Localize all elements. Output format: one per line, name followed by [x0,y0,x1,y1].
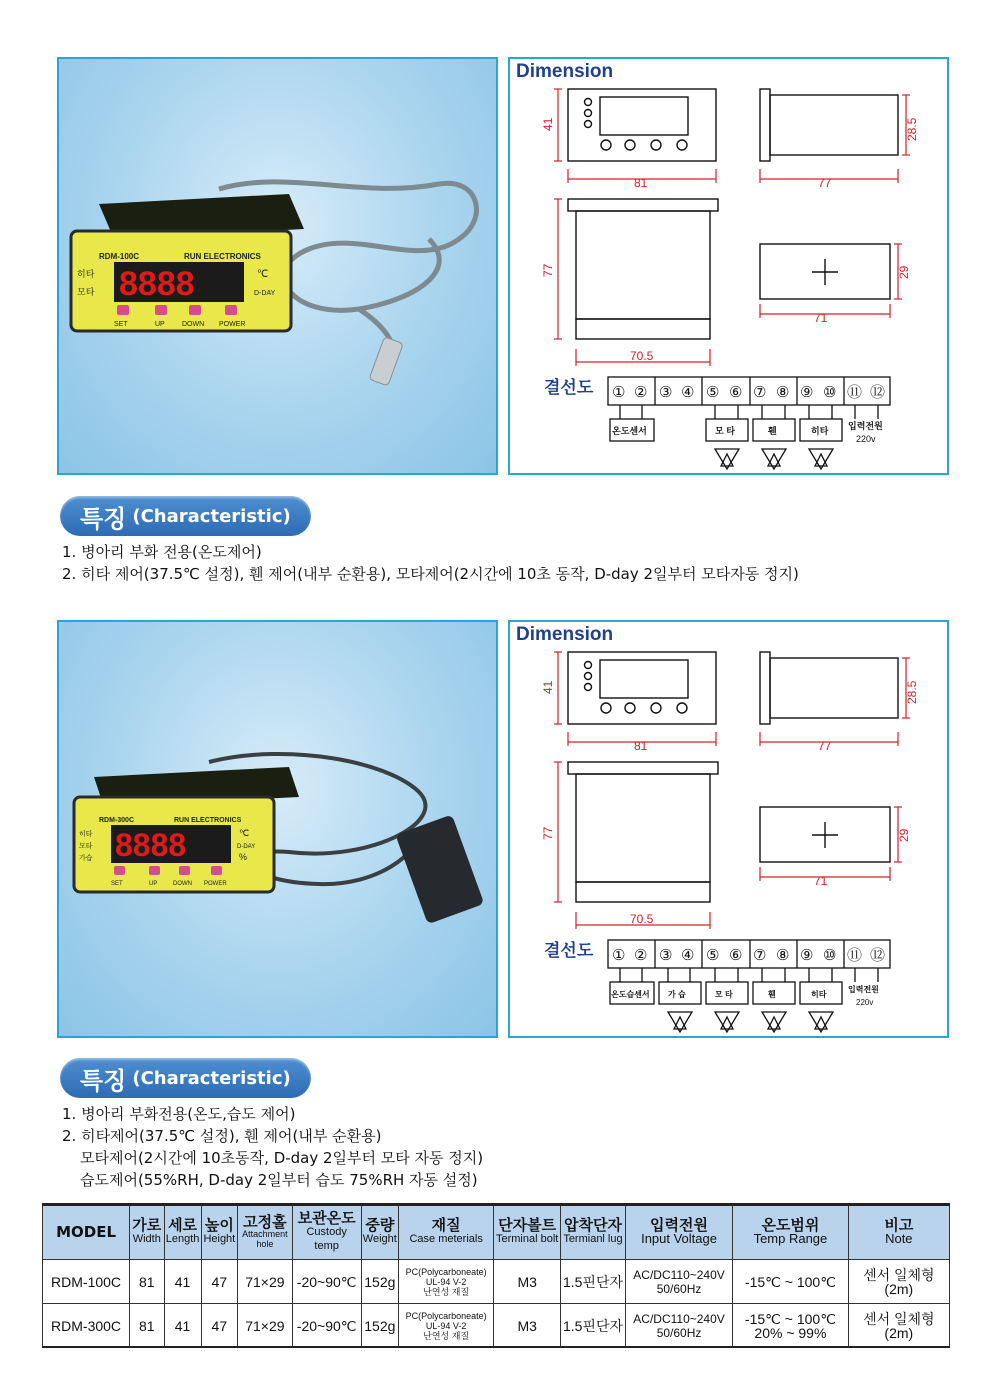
characteristic-line: 모타제어(2시간에 10초동작, D-day 2일부터 모타 자동 정지) [80,1149,484,1167]
characteristic-badge [60,496,311,536]
spec-table [42,1203,950,1348]
device-button-label: UP [155,321,165,328]
table-bottom-rule [42,1346,950,1348]
product-photo-rdm-300c [57,620,498,1038]
cell-material: PC(Polycarboneate) UL-94 V-2 난연성 재질 [399,1260,494,1304]
device-left-label: 모타 [79,843,93,850]
dimension-drawing [510,59,947,473]
cell-height: 47 [201,1304,237,1348]
table-row [43,1260,950,1304]
terminal-5: ⑤ [706,947,720,964]
device-display: 8888 [115,827,187,863]
product-photo-rdm-100c [57,57,498,475]
terminal-8: ⑧ [776,947,790,964]
characteristic-list [62,541,799,585]
characteristic-line: 1. 병아리 부화전용(온도,습도 제어) [62,1105,296,1123]
device-right-label: ℃ [239,828,250,838]
dim-hole-width: 71 [814,311,828,325]
header-temp: 온도범위 Temp Range [733,1204,848,1260]
characteristic-title-en: (Characteristic) [132,505,291,527]
terminal-9: ⑨ [800,947,814,964]
load-label: 히타 [811,990,827,999]
characteristic-line: 1. 병아리 부화 전용(온도제어) [62,543,262,561]
header-lug: 압착단자 Termianl lug [561,1204,626,1260]
dim-hole-height: 29 [897,828,911,842]
header-hole: 고정홀 Attachment hole [238,1204,293,1260]
dimension-panel-rdm-300c [508,620,949,1038]
terminal-1: ① [612,947,626,964]
dim-side-width: 77 [818,739,832,753]
header-height: 높이 Height [201,1204,237,1260]
terminal-6: ⑥ [729,947,743,964]
cell-lug: 1.5핀단자 [561,1260,626,1304]
characteristic-title-ko: 특징 [80,504,127,533]
header-length: 세로 Length [164,1204,201,1260]
header-width: 가로 Width [130,1204,164,1260]
header-model: MODEL [43,1204,130,1260]
cell-hole: 71×29 [238,1304,293,1348]
dim-top-height: 77 [541,263,555,277]
cell-temp: -15℃ ~ 100℃ 20% ~ 99% [733,1304,848,1348]
device-right-label: % [239,852,248,862]
dim-side-height: 28.5 [905,117,919,141]
terminal-2: ② [634,384,648,401]
cell-length: 41 [164,1304,201,1348]
characteristic-badge [60,1058,311,1098]
device-left-label: 히타 [77,269,95,279]
device-button-label: POWER [204,881,227,887]
load-label: 모 타 [715,426,735,436]
terminal-8: ⑧ [776,384,790,401]
load-label: 휀 [768,990,776,999]
cell-note: 센서 일체형 (2m) [848,1304,949,1348]
terminal-12: ⑫ [870,947,886,964]
terminal-1: ① [612,384,626,401]
cell-width: 81 [130,1260,164,1304]
dimension-drawing [510,622,947,1036]
device-right-label: D-DAY [254,290,276,297]
cell-weight: 152g [361,1260,399,1304]
dim-top-width: 70.5 [630,349,654,363]
device-button-label: DOWN [182,321,205,328]
device-left-label: 가습 [79,855,93,862]
load-label: 온도센서 [612,426,647,436]
dim-front-width: 81 [634,176,648,190]
characteristic-line: 습도제어(55%RH, D-day 2일부터 습도 75%RH 자동 설정) [80,1171,478,1189]
dim-side-height: 28.5 [905,680,919,704]
device-button-label: SET [114,321,128,328]
header-material: 재질 Case meterials [399,1204,494,1260]
characteristic-title-ko: 특징 [80,1066,127,1095]
device-button-label: SET [111,881,123,887]
terminal-11: ⑪ [847,384,863,401]
terminal-2: ② [634,947,648,964]
header-custody: 보관온도 Custody temp [292,1204,361,1260]
load-label: 휀 [768,426,777,436]
terminal-11: ⑪ [847,947,863,964]
terminal-10: ⑩ [823,947,837,964]
dim-side-width: 77 [818,176,832,190]
terminal-7: ⑦ [753,384,767,401]
device-display: 8888 [119,265,195,303]
table-row [43,1304,950,1348]
characteristic-title-en: (Characteristic) [132,1067,291,1089]
header-note: 비고 Note [848,1204,949,1260]
dim-top-height: 77 [541,826,555,840]
dim-hole-width: 71 [814,874,828,888]
cell-weight: 152g [361,1304,399,1348]
dim-front-height: 41 [541,117,555,131]
terminal-10: ⑩ [823,384,837,401]
load-label: 온도습센서 [611,990,650,999]
terminal-6: ⑥ [729,384,743,401]
load-label: 가 습 [668,990,686,999]
dimension-title: Dimension [516,624,614,645]
terminal-3: ③ [659,947,673,964]
terminal-3: ③ [659,384,673,401]
wiring-title: 결선도 [544,941,594,961]
cell-width: 81 [130,1304,164,1348]
header-bolt: 단자볼트 Terminal bolt [494,1204,561,1260]
table-top-rule [42,1203,950,1206]
device-model-label: RDM-300C [99,817,135,824]
characteristic-line: 2. 히타제어(37.5℃ 설정), 휀 제어(내부 순환용) [62,1127,382,1145]
device-button-label: DOWN [173,881,192,887]
device-right-label: D-DAY [237,844,256,850]
cell-temp: -15℃ ~ 100℃ [733,1260,848,1304]
load-label: 모 타 [715,990,733,999]
header-voltage: 입력전원 Input Voltage [625,1204,732,1260]
characteristic-list [62,1103,483,1191]
dim-top-width: 70.5 [630,912,654,926]
cell-material: PC(Polycarboneate) UL-94 V-2 난연성 재질 [399,1304,494,1348]
power-label: 입력전원 [848,985,879,994]
device-button-label: POWER [219,321,246,328]
cell-lug: 1.5핀단자 [561,1304,626,1348]
cell-length: 41 [164,1260,201,1304]
dimension-title: Dimension [516,61,614,82]
terminal-7: ⑦ [753,947,767,964]
power-volt: 220v [856,434,876,444]
dim-front-height: 41 [541,680,555,694]
device-left-label: 모타 [77,287,95,297]
header-weight: 중량 Weight [361,1204,399,1260]
power-label: 입력전원 [848,421,883,431]
dimension-panel-rdm-100c [508,57,949,475]
wiring-title: 결선도 [544,378,594,398]
cell-custody: -20~90℃ [292,1304,361,1348]
cell-model: RDM-100C [43,1260,130,1304]
terminal-4: ④ [681,947,695,964]
cell-hole: 71×29 [238,1260,293,1304]
cell-voltage: AC/DC110~240V 50/60Hz [625,1260,732,1304]
terminal-4: ④ [681,384,695,401]
device-model-label: RDM-100C [99,252,140,261]
device-brand-label: RUN ELECTRONICS [174,817,242,824]
terminal-9: ⑨ [800,384,814,401]
power-volt: 220v [856,998,874,1007]
device-button-label: UP [149,881,158,887]
cell-voltage: AC/DC110~240V 50/60Hz [625,1304,732,1348]
device-left-label: 히타 [79,831,93,838]
cell-model: RDM-300C [43,1304,130,1348]
characteristic-line: 2. 히타 제어(37.5℃ 설정), 휀 제어(내부 순환용), 모타제어(2시간에 10초 동작, D-day 2일부터 모타자동 정지) [62,565,799,583]
load-label: 히타 [811,426,829,436]
cell-note: 센서 일체형 (2m) [848,1260,949,1304]
dim-hole-height: 29 [897,265,911,279]
dim-front-width: 81 [634,739,648,753]
cell-bolt: M3 [494,1260,561,1304]
controller-photo [59,622,496,1036]
controller-photo [59,59,496,473]
cell-height: 47 [201,1260,237,1304]
terminal-12: ⑫ [870,384,886,401]
cell-custody: -20~90℃ [292,1260,361,1304]
cell-bolt: M3 [494,1304,561,1348]
device-right-label: ℃ [257,269,269,280]
device-brand-label: RUN ELECTRONICS [184,252,261,261]
terminal-5: ⑤ [706,384,720,401]
